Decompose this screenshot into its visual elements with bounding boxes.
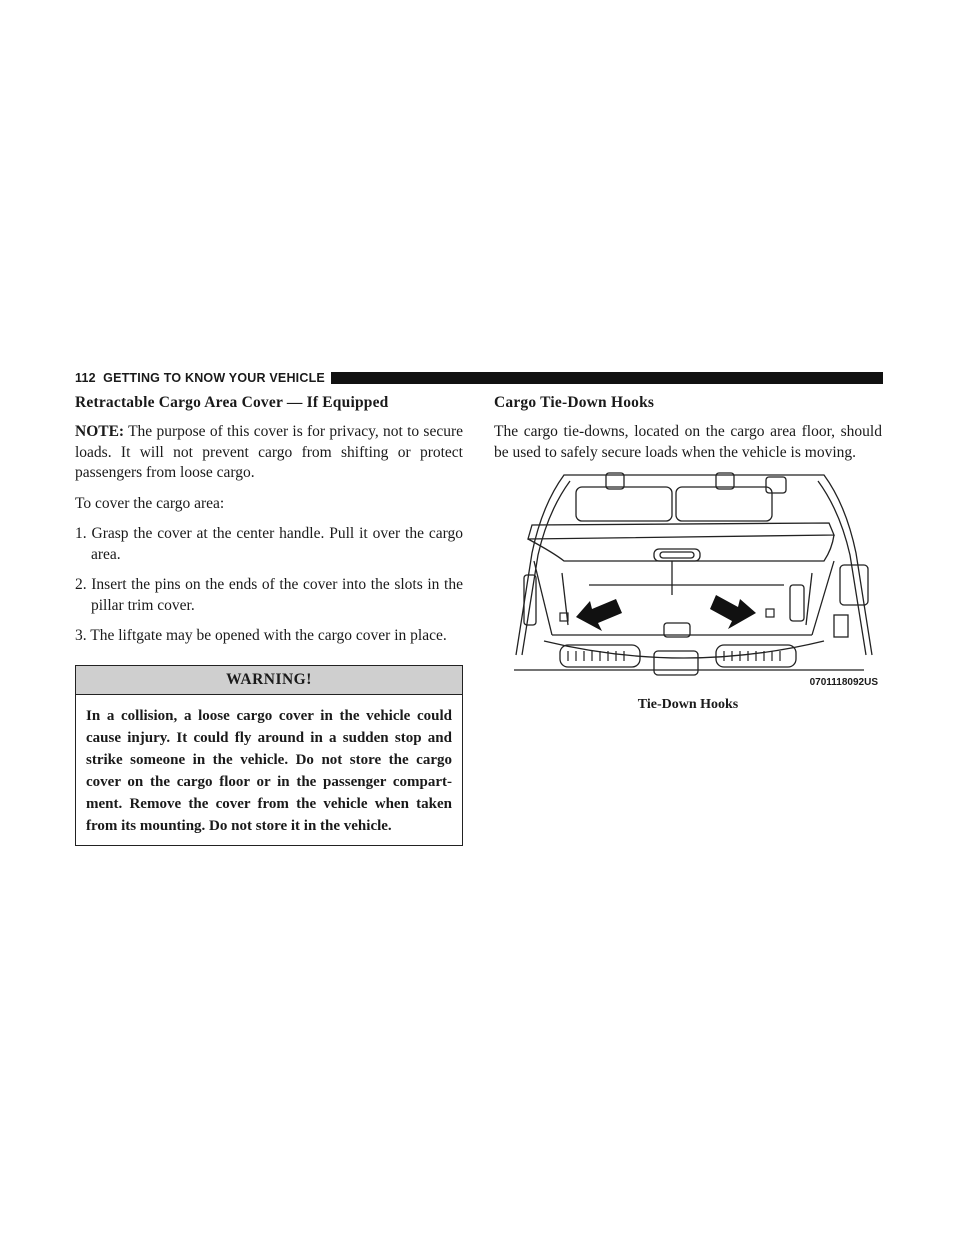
list-item: 3. The liftgate may be opened with the cargo cover in place.	[75, 627, 447, 644]
figure-code: 0701118092US	[809, 677, 878, 688]
list-item: 2. Insert the pins on the ends of the cover into the slots in the pillar trim cover.	[75, 576, 463, 614]
cargo-figure	[494, 465, 882, 693]
header-text	[75, 371, 331, 385]
tie-down-heading: Cargo Tie-Down Hooks	[494, 394, 655, 411]
warning-title: WARNING!	[76, 666, 462, 695]
steps-list	[75, 524, 463, 647]
left-column	[75, 390, 463, 846]
note-label: NOTE:	[75, 423, 125, 440]
page-number: 112	[75, 371, 96, 385]
list-item: 1. Grasp the cover at the center handle. Pull it over the cargo area.	[75, 525, 463, 563]
header-bar	[331, 372, 883, 384]
cargo-cover-heading: Retractable Cargo Area Cover — If Equipped	[75, 394, 389, 411]
tie-down-paragraph: The cargo tie-downs, located on the cargo area floor, should be used to safely secure loads when the vehicle is moving.	[494, 423, 882, 461]
page-header	[75, 370, 883, 386]
warning-text: In a collision, a loose cargo cover in the vehicle could cause injury. It could fly around in a sudden stop and strike someone in the vehicle. Do not store the cargo cover on the cargo floor or in the passenger compart-ment. Remove the cover from the vehicle when taken from its mounting. Do not store it in the vehicle.	[86, 707, 452, 834]
cargo-illustration	[494, 465, 882, 693]
warning-box	[75, 665, 463, 846]
right-arrow-icon	[710, 595, 756, 629]
left-arrow-icon	[576, 599, 622, 631]
note-paragraph	[75, 422, 463, 484]
figure-caption: Tie-Down Hooks	[637, 697, 739, 712]
right-column	[494, 390, 882, 713]
note-text: The purpose of this cover is for privacy, not to secure loads. It will not prevent cargo from shifting or protect passengers from loose cargo.	[75, 423, 463, 481]
section-title: GETTING TO KNOW YOUR VEHICLE	[103, 371, 325, 385]
intro-paragraph: To cover the cargo area:	[75, 494, 225, 512]
